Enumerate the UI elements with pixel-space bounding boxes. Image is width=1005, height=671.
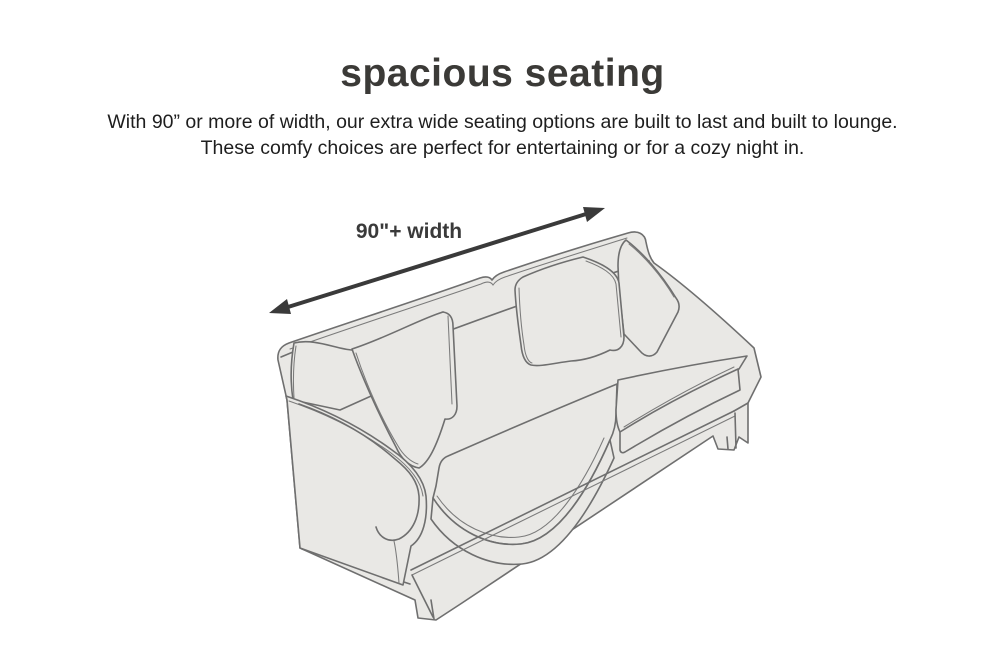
description-line-1: With 90” or more of width, our extra wide seating options are built to last and built to lounge. xyxy=(107,111,898,133)
dimension-label: 90"+ width xyxy=(355,220,463,243)
back-pillow-front-right xyxy=(515,257,624,366)
page-title: spacious seating xyxy=(340,52,665,95)
base-right-corner-edge xyxy=(735,413,736,448)
sofa-line-drawing xyxy=(278,232,761,620)
description-line-2: These comfy choices are perfect for entertaining or for a cozy night in. xyxy=(200,137,805,159)
right-foot-corner-edge xyxy=(727,437,728,449)
dimension-arrow-head-left xyxy=(269,299,291,314)
dimension-arrow-head-right xyxy=(583,207,605,222)
